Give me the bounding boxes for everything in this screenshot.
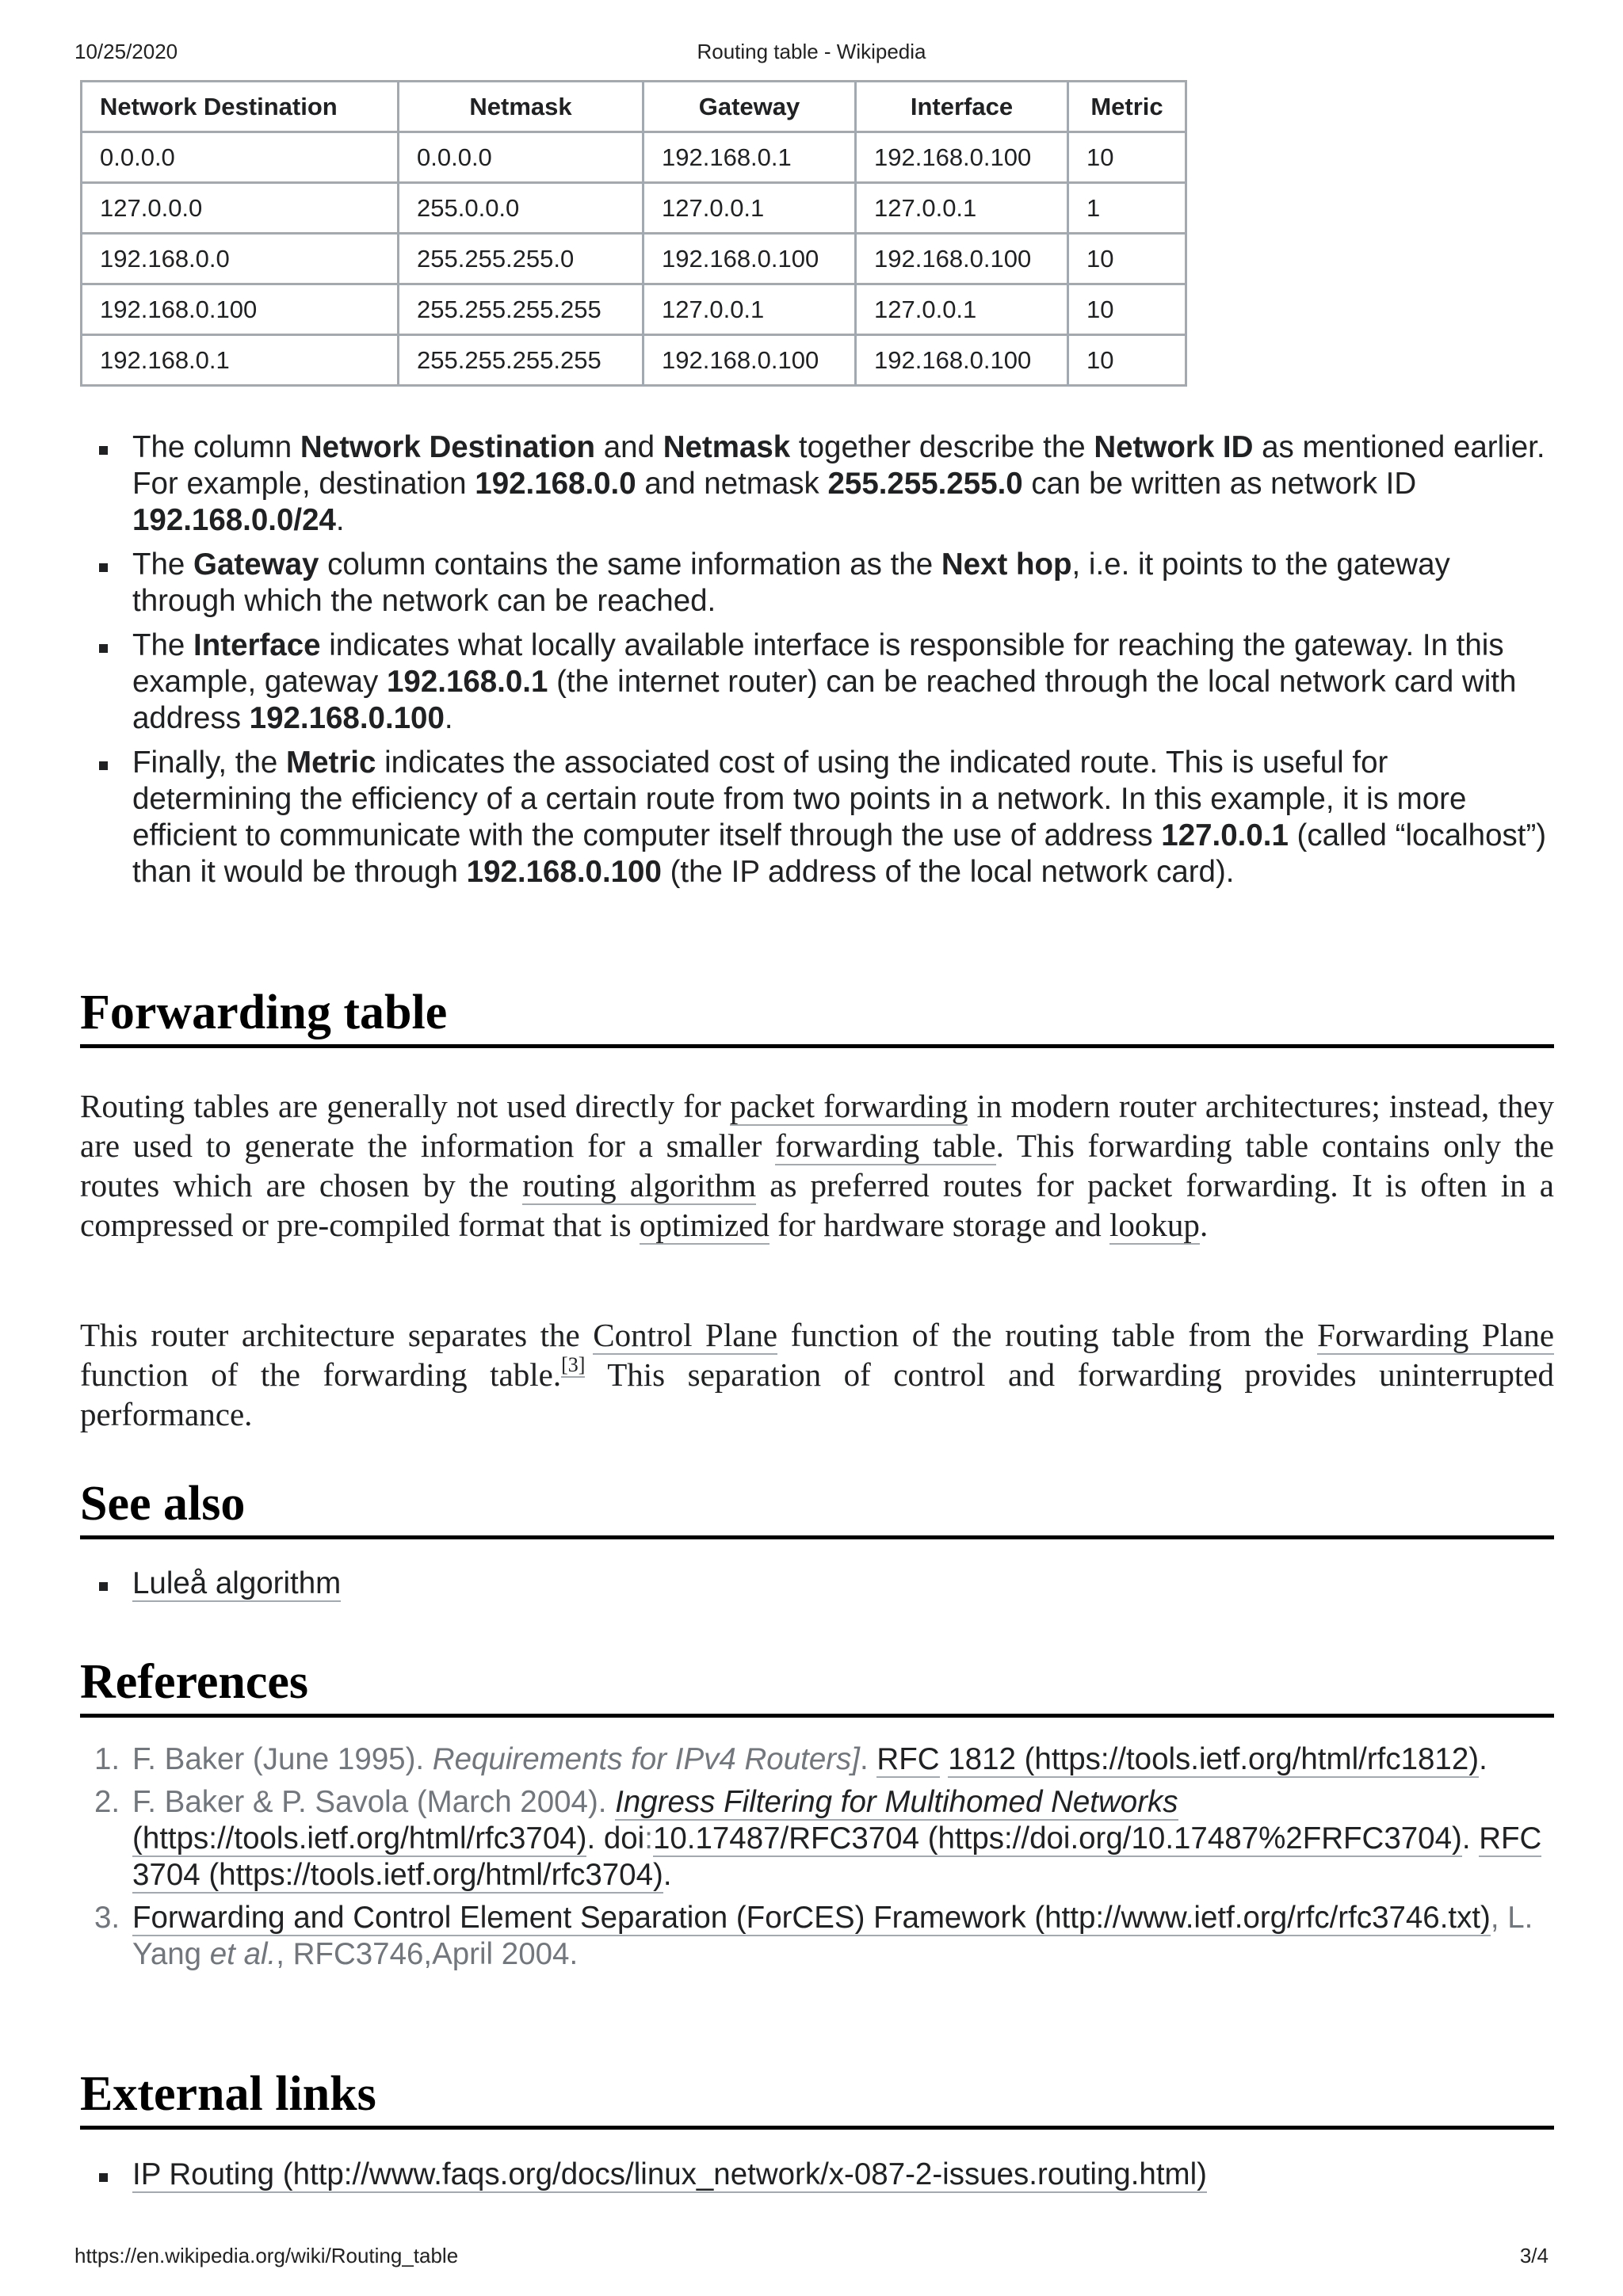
- reference-item: [80, 1741, 1554, 1778]
- text: . doi: [586, 1821, 645, 1855]
- text: :: [644, 1821, 653, 1855]
- print-title: Routing table - Wikipedia: [697, 40, 926, 63]
- text: . This forwarding table contains only the routes which are chosen by the: [80, 1127, 1554, 1203]
- reference-url: (https://tools.ietf.org/html/rfc3704): [132, 1821, 587, 1855]
- column-header: Gateway: [643, 82, 856, 132]
- table-cell: 192.168.0.0: [82, 234, 399, 284]
- external-links-list: [80, 2157, 1554, 2193]
- table-cell: 192.168.0.1: [82, 335, 399, 386]
- text: et al.: [209, 1937, 277, 1971]
- text: (the internet router) can be reached through the local network card with address: [132, 665, 1517, 735]
- column-header: Netmask: [399, 82, 643, 132]
- references-list: [80, 1741, 1554, 1973]
- table-cell: 0.0.0.0: [399, 132, 643, 183]
- table-cell: 0.0.0.0: [82, 132, 399, 183]
- table-cell: 10: [1068, 284, 1186, 335]
- text: function of the routing table from the: [777, 1317, 1318, 1353]
- text: .: [1461, 1821, 1480, 1855]
- text: The column: [132, 430, 300, 464]
- list-item: [80, 745, 1554, 891]
- reference-item: [80, 1900, 1554, 1973]
- reference-item: [80, 1784, 1554, 1894]
- link-rfc3704[interactable]: 3704 (https://tools.ietf.org/html/rfc3704): [132, 1858, 663, 1892]
- table-explanation: [80, 429, 1554, 898]
- print-date: 10/25/2020: [74, 40, 178, 63]
- link-control-plane[interactable]: Control Plane: [593, 1317, 778, 1353]
- text: Finally, the: [132, 746, 287, 780]
- text: and: [595, 430, 663, 464]
- see-also-section: [80, 1566, 1554, 1610]
- text: .: [663, 1858, 672, 1892]
- bold-term: 192.168.0.100: [466, 855, 662, 889]
- text: This separation of control and forwarding provides uninterrupted performance.: [80, 1356, 1554, 1432]
- text: as mentioned earlier. For example, destination: [132, 430, 1545, 501]
- table-cell: 127.0.0.0: [82, 183, 399, 234]
- table-cell: 10: [1068, 234, 1186, 284]
- text: function of the forwarding table.: [80, 1356, 562, 1393]
- text: .: [444, 701, 453, 735]
- table-cell: 192.168.0.100: [856, 132, 1068, 183]
- text: Routing tables are generally not used directly for: [80, 1088, 731, 1124]
- table-cell: 10: [1068, 335, 1186, 386]
- link-rfc[interactable]: RFC: [1479, 1821, 1542, 1855]
- table-cell: 127.0.0.1: [856, 183, 1068, 234]
- text: .: [1479, 1742, 1487, 1776]
- table-cell: 10: [1068, 132, 1186, 183]
- text: indicates what locally available interface is responsible for reaching the gateway. In this example, gateway: [132, 628, 1504, 699]
- text: .: [1199, 1207, 1209, 1243]
- table-cell: 255.255.255.0: [399, 234, 643, 284]
- references-heading: References: [80, 1652, 1554, 1718]
- text: for hardware storage and: [769, 1207, 1110, 1243]
- link-forwarding-table[interactable]: forwarding table: [775, 1127, 996, 1164]
- table-cell: 127.0.0.1: [643, 284, 856, 335]
- bold-term: Network ID: [1094, 430, 1254, 464]
- link-forces-framework[interactable]: Forwarding and Control Element Separation (ForCES) Framework (http://www.ietf.org/rfc/rfc3746.txt): [132, 1901, 1491, 1935]
- bold-term: Interface: [193, 628, 321, 662]
- reference-title: Requirements for IPv4 Routers]: [432, 1742, 861, 1776]
- text: indicates the associated cost of using the indicated route. This is useful for determining the efficiency of a certain route from two points in a network. In this example, it is more efficient to communicate with the computer itself through the use of address: [132, 746, 1467, 852]
- text: .: [335, 503, 345, 537]
- text: F. Baker & P. Savola (March 2004).: [132, 1785, 616, 1819]
- table-row: [82, 284, 1186, 335]
- text: , RFC3746,April 2004.: [276, 1937, 579, 1971]
- link-lookup[interactable]: lookup: [1109, 1207, 1200, 1243]
- link-packet-forwarding[interactable]: packet forwarding: [730, 1088, 968, 1124]
- external-links-heading: External links: [80, 2064, 1554, 2130]
- table-row: [82, 234, 1186, 284]
- table-cell: 127.0.0.1: [856, 284, 1068, 335]
- text: , L. Yang: [132, 1901, 1533, 1971]
- list-item: [80, 1566, 1554, 1602]
- text: and netmask: [636, 467, 828, 501]
- bold-term: 192.168.0.100: [249, 701, 445, 735]
- see-also-heading: See also: [80, 1474, 1554, 1539]
- reference-number: 1.: [94, 1742, 120, 1776]
- table-cell: 192.168.0.100: [82, 284, 399, 335]
- external-links-section: [80, 2157, 1554, 2201]
- forwarding-table-heading: Forwarding table: [80, 982, 1554, 1048]
- bold-term: 255.255.255.0: [827, 467, 1023, 501]
- citation-link[interactable]: [3]: [561, 1353, 586, 1376]
- table-cell: 255.255.255.255: [399, 284, 643, 335]
- column-header: Interface: [856, 82, 1068, 132]
- bold-term: 192.168.0.0: [475, 467, 636, 501]
- list-item: [80, 627, 1554, 737]
- text: F. Baker (June 1995).: [132, 1742, 433, 1776]
- table-row: [82, 335, 1186, 386]
- link-forwarding-plane[interactable]: Forwarding Plane: [1317, 1317, 1555, 1353]
- link-rfc1812[interactable]: 1812 (https://tools.ietf.org/html/rfc1812): [948, 1742, 1480, 1776]
- bold-term: Network Destination: [300, 430, 596, 464]
- bold-term: Gateway: [193, 547, 319, 582]
- table-header-row: [82, 82, 1186, 132]
- text: can be written as network ID: [1022, 467, 1417, 501]
- bold-term: Next hop: [941, 547, 1072, 582]
- routing-table: [80, 80, 1187, 387]
- list-item: [80, 2157, 1554, 2193]
- link-doi[interactable]: 10.17487/RFC3704 (https://doi.org/10.17487%2FRFC3704): [652, 1821, 1462, 1855]
- link-routing-algorithm[interactable]: routing algorithm: [522, 1167, 757, 1203]
- link-lulea-algorithm[interactable]: Luleå algorithm: [132, 1566, 342, 1600]
- list-item: [80, 547, 1554, 620]
- table-row: [82, 132, 1186, 183]
- table-cell: 1: [1068, 183, 1186, 234]
- table-cell: 192.168.0.1: [643, 132, 856, 183]
- text: The: [132, 628, 194, 662]
- column-header: Metric: [1068, 82, 1186, 132]
- table-row: [82, 183, 1186, 234]
- bold-term: Netmask: [663, 430, 791, 464]
- text: in modern router architectures; instead, they are used to generate the information for a smaller: [80, 1088, 1554, 1164]
- text: (the IP address of the local network card).: [661, 855, 1235, 889]
- page-number: 3/4: [1519, 2244, 1549, 2267]
- list-item: [80, 429, 1554, 539]
- text: , i.e. it points to the gateway through which the network can be reached.: [132, 547, 1450, 618]
- table-cell: 192.168.0.100: [643, 234, 856, 284]
- table-cell: 255.0.0.0: [399, 183, 643, 234]
- see-also-list: [80, 1566, 1554, 1602]
- references-section: [80, 1741, 1554, 1979]
- table-cell: 192.168.0.100: [856, 234, 1068, 284]
- text: .: [860, 1742, 877, 1776]
- bold-term: 127.0.0.1: [1161, 818, 1289, 852]
- text: column contains the same information as the: [319, 547, 941, 582]
- reference-number: 3.: [94, 1901, 120, 1935]
- text: This router architecture separates the: [80, 1317, 594, 1353]
- link-ip-routing[interactable]: IP Routing (http://www.faqs.org/docs/linux_network/x-087-2-issues.routing.html): [132, 2157, 1207, 2191]
- table-cell: 127.0.0.1: [643, 183, 856, 234]
- reference-title: Ingress Filtering for Multihomed Networks: [615, 1785, 1178, 1819]
- table-cell: 255.255.255.255: [399, 335, 643, 386]
- text: together describe the: [790, 430, 1094, 464]
- text: The: [132, 547, 194, 582]
- forwarding-paragraph-1: [80, 1086, 1554, 1245]
- explanation-list: [80, 429, 1554, 891]
- text: (called “localhost”) than it would be through: [132, 818, 1547, 889]
- text: as preferred routes for packet forwarding. It is often in a compressed or pre-compiled format that is: [80, 1167, 1554, 1243]
- bold-term: 192.168.0.1: [387, 665, 548, 699]
- column-header: Network Destination: [82, 82, 399, 132]
- print-url: https://en.wikipedia.org/wiki/Routing_table: [74, 2244, 459, 2267]
- table-cell: 192.168.0.100: [856, 335, 1068, 386]
- forwarding-paragraph-2: [80, 1315, 1554, 1434]
- bold-term: 192.168.0.0/24: [132, 503, 336, 537]
- link-optimized[interactable]: optimized: [639, 1207, 769, 1243]
- reference-number: 2.: [94, 1785, 120, 1819]
- table-cell: 192.168.0.100: [643, 335, 856, 386]
- bold-term: Metric: [286, 746, 376, 780]
- link-rfc[interactable]: RFC: [876, 1742, 940, 1776]
